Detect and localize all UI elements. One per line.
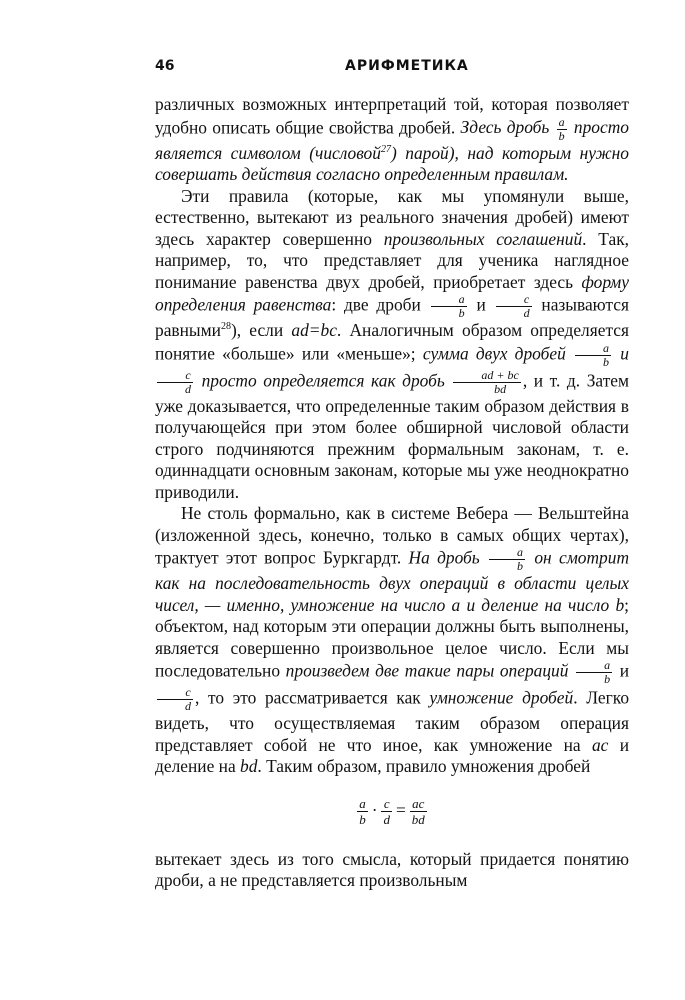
p2-text-6: ), если (230, 320, 292, 340)
p1-italic-c: ) парой), над которым нужно совершать действия согласно определенным правилам. (155, 142, 629, 184)
frac-den: bd (494, 381, 507, 396)
p3-text-1: Не столь формально, как в системе Вебера — Вельштейна (изложенной здесь, конечно, только в самых общих чертах), трактует этот вопрос Буркгардт. (155, 503, 629, 568)
fraction-c-d (157, 686, 193, 713)
equals-sign: = (395, 800, 406, 821)
p2-italic-2: форму определения равенства (155, 271, 629, 315)
frac-num: ac (410, 796, 427, 812)
body-text (155, 94, 629, 892)
frac-num: a (359, 795, 366, 811)
p3-text-4: , то это рассматривается как (195, 687, 430, 708)
frac-num: a (576, 659, 612, 673)
var-ac: ac (591, 734, 609, 755)
var-a: a (451, 594, 461, 615)
frac-den: bd (411, 811, 425, 827)
fraction-ac-bd (410, 796, 427, 827)
equation-ad-bc: ad=bc (291, 320, 337, 340)
fraction-c-d (157, 369, 193, 396)
p2-italic-3: сумма двух дробей (422, 343, 566, 363)
frac-num: a (431, 293, 467, 307)
p3-italic-5: умножение дробей (429, 687, 574, 708)
p3-text-5: . Легко видеть, что осуществляемая таким образом операция представляет собой не что иное, как умножение на (155, 687, 630, 755)
p1-text: различных возможных интерпретаций той, которая позволяет удобно описать общие свойства дробей. (155, 94, 629, 137)
frac-den: b (517, 559, 524, 573)
paragraph-3 (155, 503, 629, 778)
frac-num: a (489, 546, 525, 560)
frac-num: c (381, 796, 392, 812)
frac-num: ad + bc (453, 369, 520, 383)
frac-den: b (603, 354, 610, 369)
running-title: АРИФМЕТИКА (345, 58, 469, 74)
p3-italic-3: и деление на число (466, 594, 610, 615)
fraction-c-d (381, 796, 392, 827)
frac-den: b (604, 672, 611, 686)
fraction-a-b (557, 116, 567, 143)
multiplication-formula (155, 796, 629, 827)
p2-text-8: , и т. д. Затем уже доказывается, что определенные таким образом действия в получающейся при этом более обширной числовой области строго подчиняются прежним формальным законам, т. е. одиннадцати основным законам, которые мы уже неоднократно приводили. (155, 370, 630, 502)
fraction-c-d (496, 293, 532, 320)
p1-italic-b: просто является символом (числовой (155, 117, 629, 163)
fraction-a-b (489, 546, 525, 573)
p2-italic-5: просто определяется как дробь (201, 370, 445, 390)
frac-den: d (185, 699, 191, 713)
dot-operator: · (371, 800, 378, 821)
p2-text-5: называются равными (155, 294, 629, 340)
var-bd: bd (240, 756, 258, 776)
p2-text-2: . Так, например, то, что представляет для ученика наглядное понимание равенства двух дробей, приобретает здесь (155, 228, 630, 292)
footnote-ref-27: 27 (380, 143, 391, 155)
p2-text-1: Эти правила (которые, как мы упомянули выше, естественно, вытекают из реального значения дробей) имеют здесь характер совершенно (155, 185, 629, 249)
p2-text-4: и (476, 294, 486, 315)
frac-num: c (157, 686, 193, 700)
p2-italic-4: и (620, 343, 629, 363)
frac-den: b (558, 128, 565, 143)
page-number: 46 (155, 58, 175, 74)
p3-text-6: и деление на (155, 734, 630, 776)
frac-den: b (458, 306, 465, 320)
fraction-a-b (431, 293, 467, 320)
paragraph-2 (155, 186, 629, 504)
p3-italic-4: произведем две такие пары операций (285, 660, 569, 681)
fraction-sum (453, 369, 520, 396)
frac-den: b (359, 811, 366, 827)
p4-text: вытекает здесь из того смысла, который придается понятию дроби, а не представляется произвольным (155, 848, 629, 890)
p3-text-7: . Таким образом, правило умножения дробей (257, 756, 591, 776)
var-b: b (615, 594, 625, 615)
p2-text-3: : две дроби (331, 294, 421, 315)
frac-num: c (157, 369, 193, 383)
paragraph-1 (155, 94, 629, 186)
fraction-a-b (575, 342, 611, 369)
p3-italic-2: он смотрит как на последовательность двух операций в области целых чисел, — именно, умножение на число (155, 547, 630, 615)
running-head (155, 58, 630, 82)
p3-text-2: ; объектом, над которым эти операции должны быть выполнены, является совершенно произвольное целое число. Если мы последовательно (155, 594, 629, 681)
p3-text-3: и (619, 660, 630, 681)
p2-italic-1: произвольных соглашений (383, 228, 583, 249)
paragraph-4 (155, 849, 629, 892)
frac-den: d (523, 306, 530, 320)
p3-italic-1: На дробь (408, 547, 480, 568)
frac-num: c (496, 293, 532, 307)
p2-text-7: . Аналогичным образом определяется понятие «больше» или «меньше»; (155, 320, 629, 363)
fraction-a-b (576, 659, 612, 686)
frac-den: d (185, 381, 191, 396)
frac-num: a (558, 114, 565, 129)
frac-num: a (575, 342, 611, 356)
frac-den: d (383, 811, 390, 827)
footnote-ref-28: 28 (220, 321, 231, 333)
p1-italic-a: Здесь дробь (460, 117, 550, 137)
fraction-a-b (357, 796, 368, 827)
